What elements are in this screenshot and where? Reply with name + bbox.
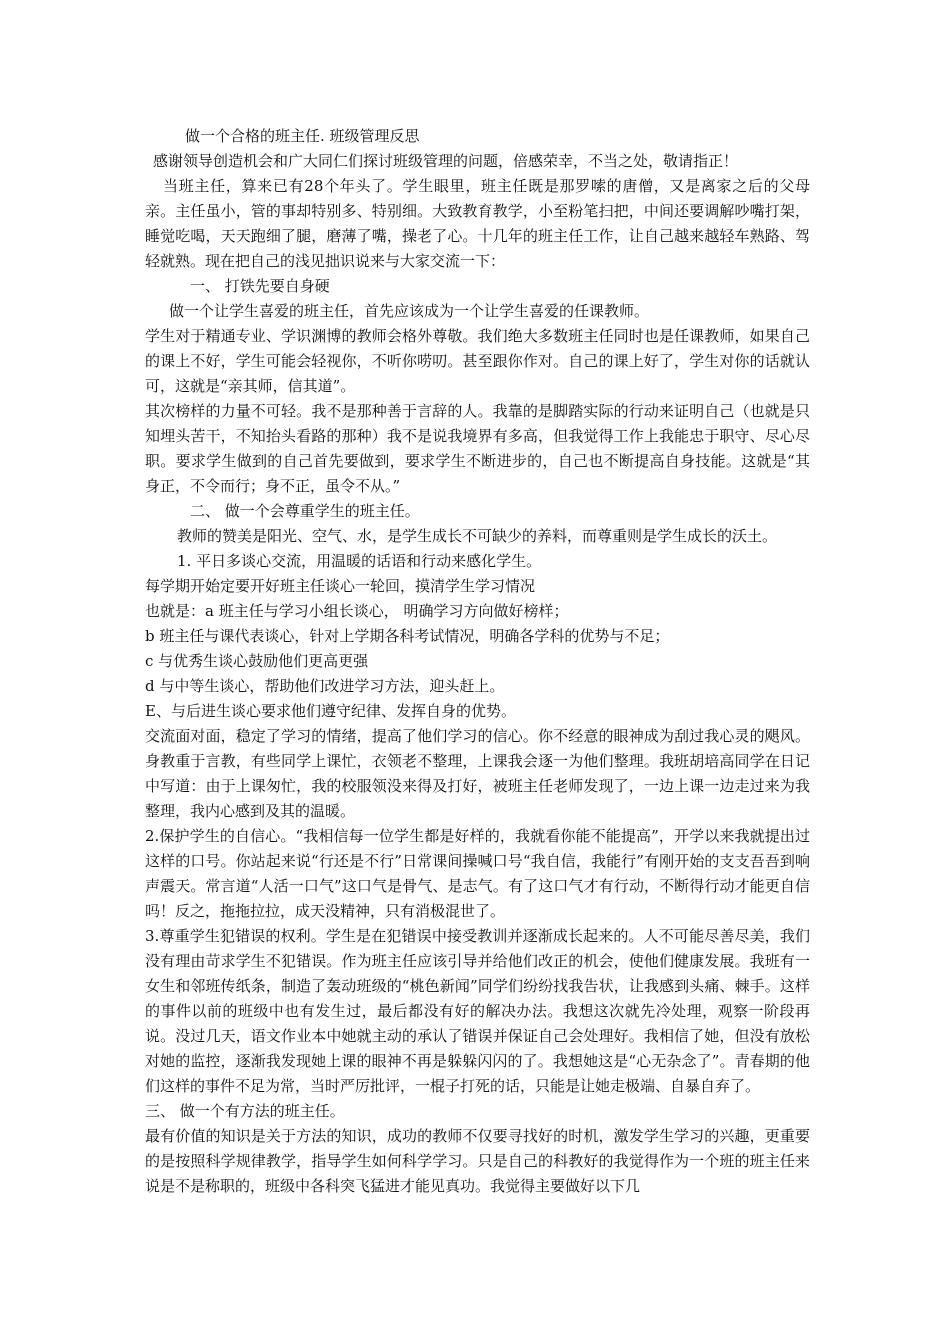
paragraph-experience: 当班主任，算来已有28个年头了。学生眼里，班主任既是那罗嗦的唐僧，又是离家之后的父母亲。主任虽小，管的事却特别多、特别细。大致教育教学，小至粉笔扫把，中间还要调解吵嘴打架，睡觉吃喝，天天跑细了腿，磨薄了嘴，操老了心。十几年的班主任工作，让自己越来越轻车熟路、驾轻就熟。现在把自己的浅见拙识说来与大家交流一下： (145, 177, 810, 270)
list-item: 也就是：a 班主任与学习小组长谈心， 明确学习方向做好榜样； (145, 602, 569, 620)
section-heading-2: 二、 做一个会尊重学生的班主任。 (190, 502, 420, 520)
numbered-item-1: 1. 平日多谈心交流，用温暖的话语和行动来感化学生。 (177, 552, 542, 570)
paragraph: 最有价值的知识是关于方法的知识，成功的教师不仅要寻找好的时机，激发学生学习的兴趣，更重要的是按照科学规律教学，指导学生如何科学学习。只是自己的科教好的我觉得作为一个班的班主任来说是不是称职的，班级中各科突飞猛进才能见真功。我觉得主要做好以下几 (145, 1127, 810, 1195)
section-heading-1: 一、 打铁先要自身硬 (190, 277, 330, 295)
list-item: E、与后进生谈心要求他们遵守纪律、发挥自身的优势。 (145, 702, 516, 720)
numbered-item-2: 2.保护学生的自信心。“我相信每一位学生都是好样的，我就看你能不能提高”，开学以来我就提出过这样的口号。你站起来说“行还是不行”日常课间操喊口号“我自信，我能行”有刚开始的支支吾吾到响声震天。常言道“人活一口气”这口气是骨气、是志气。有了这口气才有行动，不断得行动才能更自信吗！反之，拖拖拉拉，成天没精神，只有消极混世了。 (145, 827, 810, 920)
list-item: c 与优秀生谈心鼓励他们更高更强 (145, 652, 369, 670)
numbered-item-3: 3.尊重学生犯错误的权利。学生是在犯错误中接受教训并逐渐成长起来的。人不可能尽善尽美，我们没有理由苛求学生不犯错误。作为班主任应该引导并给他们改正的机会，使他们健康发展。我班有一女生和邻班传纸条，制造了轰动班级的“桃色新闻”同学们纷纷找我告状，让我感到头痛、棘手。这样的事件以前的班级中也有发生过，最后都没有好的解决办法。我想这次就先冷处理，观察一阶段再说。没过几天，语文作业本中她就主动的承认了错误并保证自己会处理好。我相信了她，但没有放松对她的监控，逐渐我发现她上课的眼神不再是躲躲闪闪的了。我想她这是“心无杂念了”。青春期的他们这样的事件不足为常，当时严厉批评，一棍子打死的话，只能是让她走极端、自暴自弃了。 (145, 927, 810, 1095)
paragraph-intro: 感谢领导创造机会和广大同仁们探讨班级管理的问题，倍感荣幸，不当之处，敬请指正！ (153, 152, 739, 170)
document-title: 做一个合格的班主任. 班级管理反思 (185, 127, 420, 145)
document-body (145, 124, 810, 1199)
paragraph: 交流面对面，稳定了学习的情绪，提高了他们学习的信心。你不经意的眼神成为刮过我心灵的飓风。身教重于言教，有些同学上课忙，衣领老不整理，上课我会逐一为他们整理。我班胡培高同学在日记中写道：由于上课匆忙，我的校服领没来得及打好，被班主任老师发现了，一边上课一边走过来为我整理，我内心感到及其的温暖。 (145, 727, 810, 820)
paragraph: 每学期开始定要开好班主任谈心一轮回，摸清学生学习情况 (145, 577, 536, 595)
section-heading-3: 三、 做一个有方法的班主任。 (145, 1102, 345, 1120)
paragraph: 其次榜样的力量不可轻。我不是那种善于言辞的人。我靠的是脚踏实际的行动来证明自己（也就是只知埋头苦干，不知抬头看路的那种）我不是说我境界有多高，但我觉得工作上我能忠于职守、尽心尽职。要求学生做到的自己首先要做到，要求学生不断进步的，自己也不断提高自身技能。这就是“其身正，不令而行；身不正，虽令不从。” (145, 402, 810, 495)
list-item: b 班主任与课代表谈心，针对上学期各科考试情况，明确各学科的优势与不足； (145, 627, 670, 645)
paragraph: 学生对于精通专业、学识渊博的教师会格外尊敬。我们绝大多数班主任同时也是任课教师，如果自己的课上不好，学生可能会轻视你，不听你唠叨。甚至跟你作对。自己的课上好了，学生对你的话就认可，这就是“亲其师，信其道”。 (145, 327, 810, 395)
paragraph: 教师的赞美是阳光、空气、水，是学生成长不可缺少的养料，而尊重则是学生成长的沃土。 (177, 527, 778, 545)
paragraph: 做一个让学生喜爱的班主任，首先应该成为一个让学生喜爱的任课教师。 (169, 302, 650, 320)
list-item: d 与中等生谈心，帮助他们改进学习方法，迎头赶上。 (145, 677, 505, 695)
